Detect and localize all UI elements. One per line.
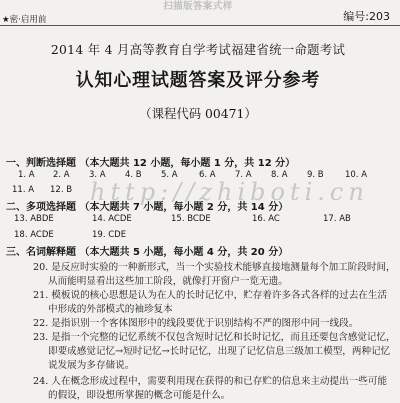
answer-item: 19. CDE [92, 230, 127, 240]
answer-row [0, 185, 400, 197]
scan-watermark: 扫描版答案式样 [163, 1, 233, 12]
answer-row [0, 230, 400, 242]
answer-item: 3. A [89, 170, 106, 180]
answer-item: 17. AB [323, 214, 351, 224]
confidential-mark: ★密·启用前 [2, 15, 47, 25]
answer-item: 9. B [307, 170, 324, 180]
definition-line: 23. 是指一个完整的记忆系统不仅包含短时记忆和长时记忆，而且还要包含感觉记忆， [33, 332, 396, 343]
serial-number: 编号:203 [343, 10, 390, 23]
section-judgement-heading: 一、判断选择题 （本大题共 12 小题，每小题 1 分，共 12 分） [6, 158, 296, 169]
answer-item: 5. A [161, 170, 178, 180]
header-divider [0, 25, 400, 26]
answer-item: 18. ACDE [14, 230, 54, 240]
definition-line: 即要成感觉记忆→短时记忆→长时记忆，出现了记忆信息三级加工模型，两种记忆 [48, 346, 391, 357]
section-multiple-choice-heading: 二、多项选择题 （本大题共 7 小题，每小题 2 分，共 14 分） [6, 202, 289, 213]
definition-line: 21. 模板说的核心思想是认为在人的长时记忆中，贮存着许多各式各样的过去在生活 [33, 290, 388, 301]
answer-item: 12. B [50, 185, 73, 195]
definition-line: 中形成的外部模式的袖珍复本 [48, 304, 173, 315]
section-definitions-heading: 三、名词解释题 （本大题共 5 小题，每小题 4 分，共 20 分） [6, 247, 289, 258]
answer-item: 6. A [199, 170, 216, 180]
definition-line: 的假设，即设想所掌握的概念可能是什么。 [48, 390, 231, 401]
answer-item: 13. ABDE [14, 214, 54, 224]
answer-item: 16. AC [252, 214, 280, 224]
answer-item: 4. B [125, 170, 142, 180]
answer-item: 2. A [53, 170, 70, 180]
definition-line: 说发展为多存储说。 [48, 360, 135, 371]
answer-item: 10. A [345, 170, 368, 180]
answer-row [0, 170, 400, 182]
exam-title: 2014 年 4 月高等教育自学考试福建省统一命题考试 [50, 42, 346, 57]
definition-line: 从而能明显看出这些加工阶段，就像打开窗户一览无遗。 [48, 276, 288, 287]
definition-line: 20. 是反应时实验的一种新形式，当一个实验技术能够直接地测量每个加工阶段时间， [33, 262, 396, 273]
answer-item: 11. A [12, 185, 35, 195]
page-title: 认知心理试题答案及评分参考 [75, 70, 321, 91]
answer-item: 8. A [271, 170, 288, 180]
answer-item: 14. ACDE [92, 214, 132, 224]
definition-line: 24. 人在概念形成过程中，需要利用现在获得的和已存贮的信息来主动提出一些可能 [33, 376, 388, 387]
answer-item: 7. A [235, 170, 252, 180]
course-code: （课程代码 00471） [139, 106, 257, 121]
definition-line: 22. 是指识别一个客体图形中的线段要优于识别结构不严的图形中同一线段。 [33, 318, 359, 329]
answer-item: 1. A [18, 170, 35, 180]
answer-row [0, 214, 400, 226]
answer-item: 15. BCDE [171, 214, 211, 224]
site-watermark: http://zhiboti.cn [90, 178, 369, 206]
